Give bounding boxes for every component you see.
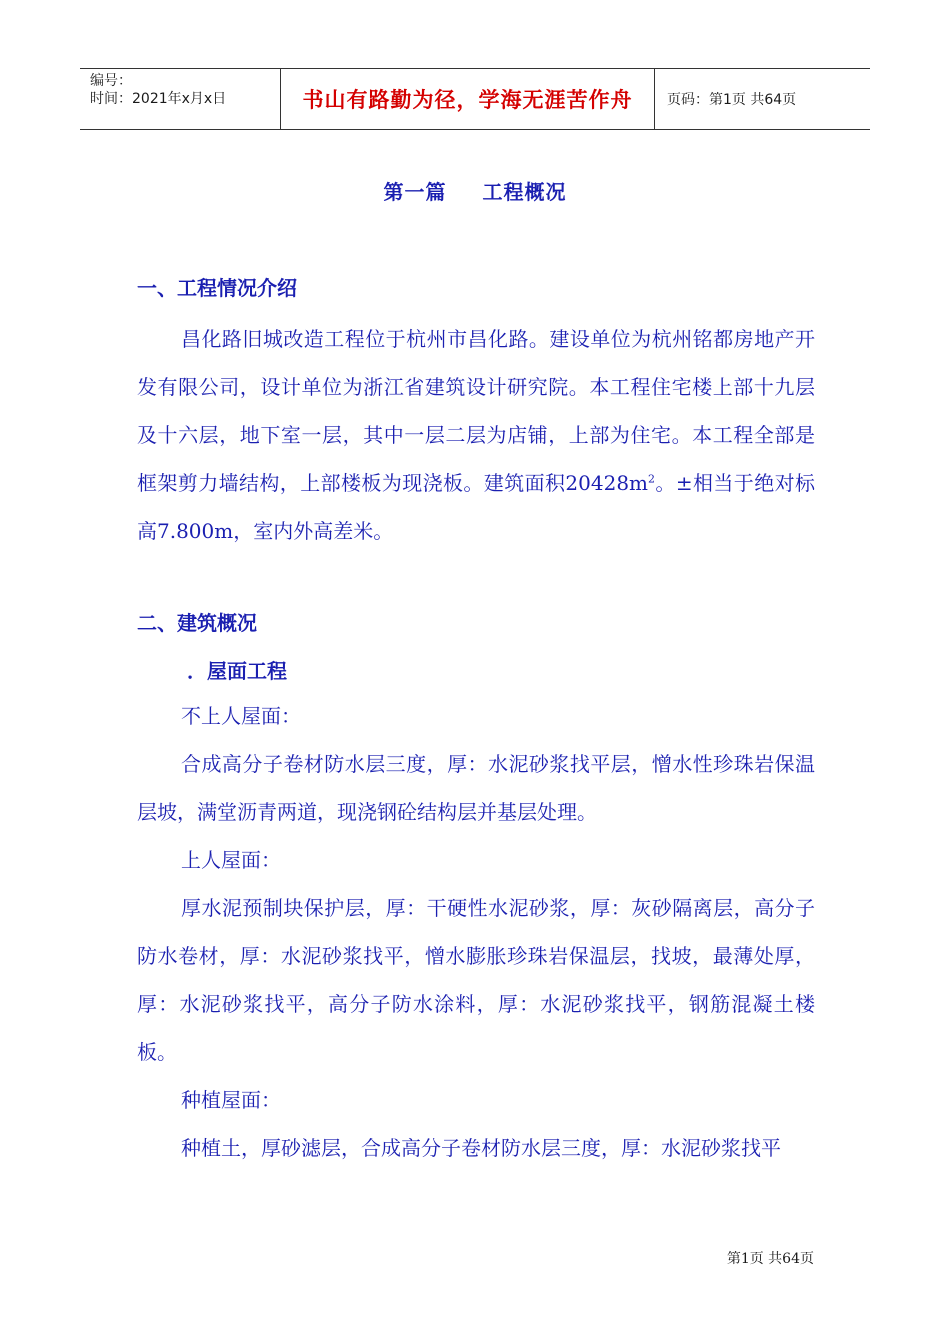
section1-text-a: 昌化路旧城改造工程位于杭州市昌化路。建设单位为杭州铭都房地产开发有限公司，设计单位为浙江省建筑设计研究院。本工程住宅楼上部十九层及十六层，地下室一层，其中一层二层为店铺，上部为住宅。本工程全部是框架剪力墙结构，上部楼板为现浇板。建筑面积20428m	[137, 327, 815, 495]
paragraph-accessible-roof: 上人屋面：	[181, 848, 281, 872]
page-footer: 第1页 共64页	[726, 1251, 814, 1267]
header-meta	[80, 69, 281, 129]
section1-body	[137, 315, 815, 555]
paragraph-accessible-roof-detail: 厚水泥预制块保护层，厚：干硬性水泥砂浆，厚：灰砂隔离层，高分子防水卷材，厚：水泥砂浆找平，憎水膨胀珍珠岩保温层，找坡，最薄处厚，厚：水泥砂浆找平，高分子防水涂料，厚：水泥砂浆找平，钢筋混凝土楼板。	[137, 896, 815, 1064]
number-label: 编号：	[90, 73, 132, 89]
section1-text-b: 。±相当于绝对标高7.800m，室内外高差米。	[137, 471, 816, 543]
paragraph-non-accessible-roof: 不上人屋面：	[181, 704, 301, 728]
header-page-cell	[655, 69, 870, 129]
header-motto-cell	[281, 69, 655, 129]
area-unit-sup: 2	[648, 472, 656, 486]
section-heading-2: 二、建筑概况	[137, 611, 257, 635]
motto: 书山有路勤为径，学海无涯苦作舟	[302, 88, 633, 112]
page-header	[80, 68, 870, 130]
subheading-roof: ．屋面工程	[187, 659, 287, 683]
section-heading-1: 一、工程情况介绍	[137, 276, 297, 300]
page-info: 页码：第1页 共64页	[667, 92, 797, 108]
document-title: 第一篇 工程概况	[383, 180, 567, 204]
paragraph-planted-roof: 种植屋面：	[181, 1088, 281, 1112]
paragraph-planted-roof-detail: 种植土，厚砂滤层，合成高分子卷材防水层三度，厚：水泥砂浆找平	[181, 1136, 781, 1160]
paragraph-non-accessible-roof-detail: 合成高分子卷材防水层三度，厚：水泥砂浆找平层，憎水性珍珠岩保温层坡，满堂沥青两道，现浇钢砼结构层并基层处理。	[137, 752, 815, 824]
time-label: 时间：2021年x月x日	[90, 91, 227, 107]
